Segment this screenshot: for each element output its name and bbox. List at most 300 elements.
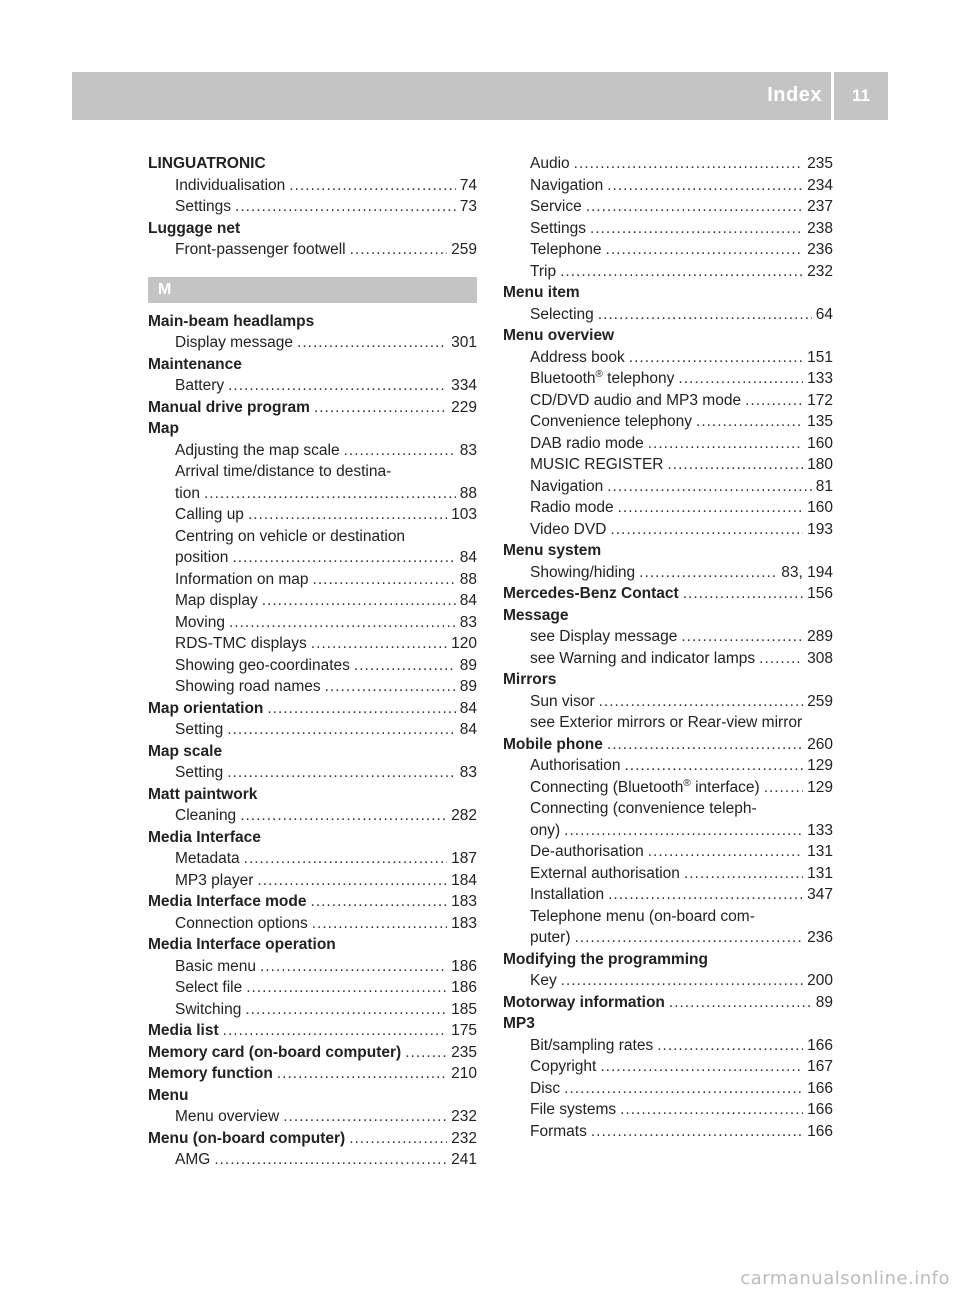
leader-dots (267, 698, 455, 720)
page-reference[interactable]: 74 (459, 176, 477, 194)
entry-text: Formats (530, 1122, 587, 1140)
page-reference[interactable]: 131 (807, 843, 833, 860)
entry-text: Main-beam headlamps (148, 312, 315, 330)
page-reference[interactable]: 187 (451, 850, 477, 867)
entry-text: Basic menu (175, 957, 256, 975)
index-subentry (148, 1149, 477, 1171)
entry-text: Navigation (530, 477, 604, 495)
entry-text: Mirrors (503, 671, 557, 688)
entry-text: De-authorisation (530, 843, 644, 860)
entry-text: Radio mode (530, 499, 614, 516)
index-subentry (503, 304, 833, 326)
index-subentry (503, 626, 833, 648)
page-reference[interactable]: 83, 194 (781, 563, 833, 581)
page-reference[interactable]: 175 (451, 1022, 477, 1039)
index-subentry (148, 719, 477, 741)
page-reference[interactable]: 183 (451, 893, 477, 910)
page-reference[interactable]: 334 (451, 377, 477, 394)
entry-text: see Exterior mirrors or Rear-view mirror (530, 714, 803, 731)
entry-text: position (175, 549, 229, 566)
page-reference[interactable]: 166 (807, 1122, 833, 1140)
page-reference[interactable]: 129 (807, 778, 833, 796)
page-reference[interactable]: 151 (807, 348, 833, 366)
page-reference[interactable]: 83 (459, 764, 477, 781)
index-entry (148, 827, 477, 849)
page-reference[interactable]: 166 (807, 1036, 833, 1054)
index-column-left (148, 153, 477, 1171)
page-reference[interactable]: 183 (451, 914, 477, 932)
index-subentry (503, 368, 833, 390)
index-subentry (503, 433, 833, 455)
leader-dots (214, 1149, 447, 1171)
leader-dots (227, 719, 455, 741)
page-reference[interactable]: 241 (451, 1151, 477, 1168)
leader-dots (764, 777, 803, 799)
page-reference[interactable]: 135 (807, 413, 833, 430)
leader-dots (223, 1020, 447, 1042)
index-subentry (148, 526, 477, 548)
index-subentry (503, 175, 833, 197)
section-gap (148, 261, 477, 277)
entry-text: Key (530, 972, 557, 989)
entry-text: Battery (175, 377, 225, 394)
section-letter-bar: M (148, 277, 477, 303)
index-entry (148, 418, 477, 440)
index-entry (503, 734, 833, 756)
page-reference[interactable]: 193 (807, 520, 833, 538)
entry-text: Menu (on-board computer) (148, 1129, 346, 1147)
leader-dots (599, 691, 804, 713)
entry-text: Bluetooth® telephony (530, 368, 675, 387)
leader-dots (283, 1106, 447, 1128)
index-subentry (148, 655, 477, 677)
entry-text: Matt paintwork (148, 785, 258, 803)
entry-text: Showing road names (175, 678, 321, 695)
page-reference[interactable]: 160 (807, 499, 833, 516)
entry-text: Media Interface operation (148, 936, 336, 953)
entry-text: Display message (175, 334, 294, 351)
leader-dots (590, 218, 803, 240)
entry-text: Map display (175, 592, 258, 609)
index-entry (148, 218, 477, 240)
page-reference[interactable]: 166 (807, 1101, 833, 1118)
page-reference[interactable]: 73 (459, 198, 477, 215)
index-subentry (148, 239, 477, 261)
entry-text: Map orientation (148, 699, 264, 717)
index-subentry (503, 798, 833, 820)
leader-dots (235, 196, 456, 218)
entry-text: Telephone (530, 241, 602, 258)
leader-dots (759, 648, 803, 670)
leader-dots (344, 440, 456, 462)
entry-text: Copyright (530, 1058, 597, 1075)
leader-dots (314, 397, 447, 419)
page-reference[interactable]: 200 (807, 972, 833, 989)
entry-text: Trip (530, 262, 557, 280)
index-entry (148, 891, 477, 913)
entry-text: Message (503, 606, 569, 624)
index-subentry (503, 970, 833, 992)
index-subentry (503, 1078, 833, 1100)
index-subentry (148, 633, 477, 655)
entry-text: Memory card (on-board computer) (148, 1043, 402, 1061)
page-reference[interactable]: 301 (451, 334, 477, 351)
page-reference[interactable]: 129 (807, 757, 833, 774)
leader-dots (564, 1078, 803, 1100)
entry-text: Front-passenger footwell (175, 241, 346, 258)
page-reference[interactable]: 81 (815, 477, 833, 495)
page-reference[interactable]: 232 (451, 1129, 477, 1147)
leader-dots (325, 676, 456, 698)
page-reference[interactable]: 236 (807, 929, 833, 946)
index-subentry (148, 547, 477, 569)
index-entry (503, 325, 833, 347)
leader-dots (349, 1128, 447, 1150)
index-subentry (503, 196, 833, 218)
page-reference[interactable]: 103 (451, 506, 477, 523)
page-reference[interactable]: 259 (451, 241, 477, 258)
index-subentry (148, 440, 477, 462)
index-subentry (503, 712, 833, 734)
entry-text: File systems (530, 1101, 617, 1118)
page-reference[interactable]: 347 (807, 886, 833, 903)
index-subentry (503, 927, 833, 949)
entry-text: puter) (530, 929, 571, 946)
leader-dots (350, 239, 448, 261)
entry-text: Modifying the programming (503, 950, 708, 968)
index-entry (148, 311, 477, 333)
entry-text: Bit/sampling rates (530, 1036, 654, 1054)
leader-dots (696, 411, 803, 433)
page-reference[interactable]: 131 (807, 864, 833, 882)
leader-dots (607, 476, 812, 498)
entry-text: Audio (530, 155, 570, 172)
entry-text: Installation (530, 886, 605, 903)
index-entry (148, 698, 477, 720)
entry-text: MUSIC REGISTER (530, 456, 664, 473)
entry-text: Information on map (175, 570, 309, 588)
index-entry (148, 153, 477, 175)
leader-dots (405, 1042, 447, 1064)
page-reference[interactable]: 289 (807, 628, 833, 645)
index-subentry (148, 676, 477, 698)
entry-text: Address book (530, 348, 625, 366)
entry-text: Menu item (503, 284, 580, 301)
page-reference[interactable]: 260 (807, 735, 833, 753)
index-entry (148, 1042, 477, 1064)
leader-dots (354, 655, 456, 677)
entry-text: Map (148, 420, 179, 437)
index-entry (503, 282, 833, 304)
entry-text: Telephone menu (on-board com- (530, 907, 755, 925)
index-subentry (503, 497, 833, 519)
leader-dots (610, 519, 803, 541)
index-subentry (503, 476, 833, 498)
index-subentry (503, 239, 833, 261)
index-column-right (503, 153, 833, 1142)
entry-text: CD/DVD audio and MP3 mode (530, 391, 742, 409)
entry-text: Navigation (530, 176, 604, 194)
entry-text: Media Interface mode (148, 893, 307, 910)
leader-dots (313, 569, 456, 591)
leader-dots (607, 734, 803, 756)
page-reference[interactable]: 120 (451, 635, 477, 652)
index-subentry (148, 332, 477, 354)
entry-text: Metadata (175, 850, 240, 867)
index-subentry (503, 390, 833, 412)
leader-dots (227, 762, 455, 784)
entry-text: Manual drive program (148, 398, 310, 416)
index-subentry (148, 461, 477, 483)
entry-text: Convenience telephony (530, 413, 693, 430)
index-subentry (148, 977, 477, 999)
page-reference[interactable]: 167 (807, 1058, 833, 1075)
index-entry (148, 1063, 477, 1085)
leader-dots (257, 870, 447, 892)
index-subentry (148, 612, 477, 634)
leader-dots (560, 261, 803, 283)
index-subentry (503, 691, 833, 713)
page-reference[interactable]: 89 (459, 656, 477, 674)
entry-text: Setting (175, 764, 224, 781)
index-entry (148, 1020, 477, 1042)
leader-dots (312, 913, 447, 935)
index-subentry (148, 483, 477, 505)
page-reference[interactable]: 186 (451, 979, 477, 996)
leader-dots (228, 375, 447, 397)
entry-text: Motorway information (503, 993, 665, 1011)
index-entry (148, 354, 477, 376)
leader-dots (246, 977, 447, 999)
index-subentry (503, 454, 833, 476)
leader-dots (262, 590, 456, 612)
page-number: 11 (852, 86, 870, 105)
page-reference[interactable]: 84 (459, 699, 477, 717)
leader-dots (629, 347, 803, 369)
entry-text: Connecting (convenience teleph- (530, 800, 757, 817)
entry-text: tion (175, 484, 200, 502)
entry-text: Connecting (Bluetooth® interface) (530, 777, 760, 796)
index-subentry (503, 1056, 833, 1078)
entry-text: Individualisation (175, 176, 286, 194)
page-reference[interactable]: 186 (451, 957, 477, 975)
index-subentry (503, 841, 833, 863)
entry-text: Settings (175, 198, 232, 215)
page-reference[interactable]: 84 (459, 549, 477, 566)
index-subentry (503, 218, 833, 240)
index-entry (503, 949, 833, 971)
page-reference[interactable]: 166 (807, 1079, 833, 1097)
entry-text: Showing geo-coordinates (175, 656, 350, 674)
leader-dots (311, 633, 447, 655)
leader-dots (245, 999, 447, 1021)
index-subentry (148, 762, 477, 784)
entry-text: Menu system (503, 542, 602, 559)
index-subentry (148, 569, 477, 591)
index-entry (503, 583, 833, 605)
entry-text: Cleaning (175, 807, 237, 824)
watermark: carmanualsonline.info (740, 1268, 950, 1289)
leader-dots (657, 1035, 803, 1057)
entry-text: Luggage net (148, 219, 241, 237)
leader-dots (561, 970, 803, 992)
leader-dots (248, 504, 447, 526)
leader-dots (608, 884, 803, 906)
index-subentry (503, 411, 833, 433)
entry-text: ony) (530, 821, 561, 839)
page-reference[interactable]: 235 (807, 155, 833, 172)
page-reference[interactable]: 238 (807, 219, 833, 237)
page-reference[interactable]: 282 (451, 807, 477, 824)
page-reference[interactable]: 84 (459, 592, 477, 609)
index-entry (148, 784, 477, 806)
entry-text: Setting (175, 721, 224, 738)
page-reference[interactable]: 89 (459, 678, 477, 695)
page-reference[interactable]: 156 (807, 585, 833, 602)
page-reference[interactable]: 184 (451, 871, 477, 889)
leader-dots (606, 239, 804, 261)
leader-dots (648, 433, 803, 455)
page-title: Index (767, 84, 822, 106)
leader-dots (620, 1099, 803, 1121)
index-entry (148, 934, 477, 956)
index-entry (148, 1128, 477, 1150)
leader-dots (639, 562, 777, 584)
page-reference[interactable]: 64 (815, 305, 833, 323)
leader-dots (289, 175, 455, 197)
entry-text: Media Interface (148, 828, 261, 846)
page-reference[interactable]: 88 (459, 570, 477, 588)
page-reference[interactable]: 84 (459, 721, 477, 738)
page-reference[interactable]: 133 (807, 821, 833, 839)
leader-dots (648, 841, 803, 863)
leader-dots (311, 891, 448, 913)
entry-text: see Warning and indicator lamps (530, 649, 756, 667)
leader-dots (618, 497, 804, 519)
page-reference[interactable]: 308 (807, 649, 833, 667)
leader-dots (684, 863, 803, 885)
leader-dots (204, 483, 456, 505)
index-subentry (503, 519, 833, 541)
leader-dots (667, 454, 803, 476)
entry-text: Arrival time/distance to destina- (175, 463, 392, 480)
page-reference[interactable]: 232 (451, 1108, 477, 1125)
entry-text: Selecting (530, 305, 594, 323)
entry-text: Adjusting the map scale (175, 441, 340, 459)
index-subentry (503, 906, 833, 928)
page-reference[interactable]: 210 (451, 1065, 477, 1082)
leader-dots (678, 368, 803, 390)
entry-text: Select file (175, 979, 243, 996)
leader-dots (260, 956, 447, 978)
page-reference[interactable]: 133 (807, 370, 833, 387)
index-subentry (503, 562, 833, 584)
page-reference[interactable]: 236 (807, 241, 833, 258)
leader-dots (607, 175, 803, 197)
page-reference[interactable]: 172 (807, 391, 833, 409)
index-subentry (148, 956, 477, 978)
index-subentry (148, 504, 477, 526)
leader-dots (277, 1063, 447, 1085)
leader-dots (745, 390, 803, 412)
entry-text: Disc (530, 1079, 561, 1097)
leader-dots (591, 1121, 803, 1143)
entry-text: LINGUATRONIC (148, 155, 266, 172)
page-reference[interactable]: 83 (459, 441, 477, 459)
page-reference[interactable]: 229 (451, 398, 477, 416)
page-reference[interactable]: 83 (459, 613, 477, 631)
page-reference[interactable]: 259 (807, 692, 833, 710)
leader-dots (683, 583, 803, 605)
page-reference[interactable]: 89 (815, 993, 833, 1011)
index-subentry (503, 1121, 833, 1143)
leader-dots (244, 848, 447, 870)
entry-text: MP3 player (175, 871, 254, 889)
index-entry (503, 992, 833, 1014)
index-subentry (148, 848, 477, 870)
index-entry (503, 1013, 833, 1035)
entry-text: Maintenance (148, 355, 242, 373)
entry-text: Menu overview (175, 1108, 280, 1125)
index-subentry (503, 863, 833, 885)
entry-text: RDS-TMC displays (175, 635, 307, 652)
leader-dots (564, 820, 803, 842)
page-reference[interactable]: 232 (807, 262, 833, 280)
page-reference[interactable]: 234 (807, 176, 833, 194)
entry-text: Settings (530, 219, 587, 237)
entry-text: Showing/hiding (530, 563, 636, 581)
leader-dots (297, 332, 447, 354)
index-subentry (503, 1099, 833, 1121)
index-subentry (148, 805, 477, 827)
index-entry (148, 1085, 477, 1107)
page-reference[interactable]: 160 (807, 434, 833, 452)
leader-dots (624, 755, 803, 777)
page-reference[interactable]: 237 (807, 198, 833, 215)
leader-dots (232, 547, 455, 569)
entry-text: AMG (175, 1151, 211, 1168)
index-subentry (148, 999, 477, 1021)
index-subentry (503, 820, 833, 842)
index-entry (503, 540, 833, 562)
entry-text: Connection options (175, 914, 308, 932)
entry-text: Authorisation (530, 757, 621, 774)
leader-dots (681, 626, 803, 648)
entry-text: Media list (148, 1022, 219, 1039)
leader-dots (600, 1056, 803, 1078)
entry-text: Memory function (148, 1065, 273, 1082)
page-reference[interactable]: 180 (807, 456, 833, 473)
page-reference[interactable]: 88 (459, 484, 477, 502)
page-reference[interactable]: 185 (451, 1000, 477, 1018)
index-entry (148, 741, 477, 763)
entry-text: Map scale (148, 742, 223, 760)
entry-text: see Display message (530, 628, 678, 645)
leader-dots (575, 927, 804, 949)
page-reference[interactable]: 235 (451, 1043, 477, 1061)
index-subentry (148, 175, 477, 197)
entry-text: Switching (175, 1000, 242, 1018)
entry-text: External authorisation (530, 864, 680, 882)
leader-dots (669, 992, 812, 1014)
entry-text: Menu overview (503, 327, 615, 344)
index-subentry (148, 870, 477, 892)
entry-text: MP3 (503, 1015, 535, 1032)
entry-text: Centring on vehicle or destination (175, 527, 406, 545)
entry-text: Menu (148, 1086, 189, 1104)
index-subentry (503, 347, 833, 369)
index-subentry (503, 1035, 833, 1057)
